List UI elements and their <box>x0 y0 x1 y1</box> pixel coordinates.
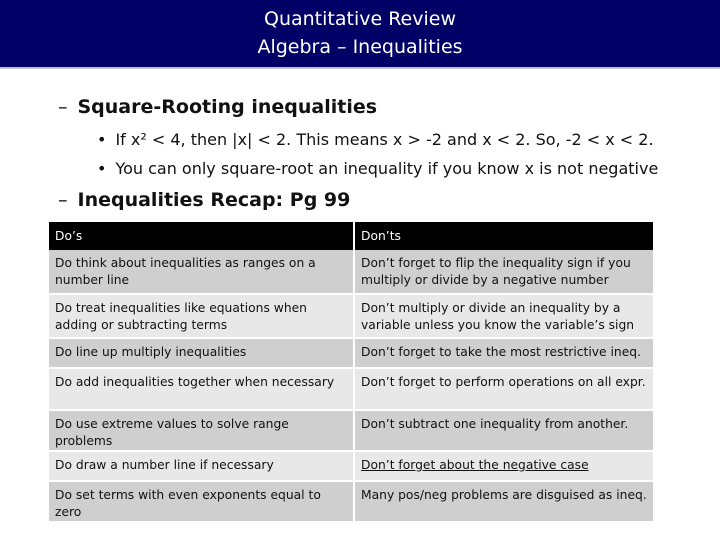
outline-dash: – <box>58 189 68 211</box>
table-header-row <box>49 222 653 250</box>
outline-heading-square-rooting <box>58 96 377 118</box>
bullet-text: You can only square-root an inequality if you know x is not negative <box>115 159 659 178</box>
table-cell-dont: Don’t forget about the negative case <box>354 451 653 481</box>
outline-heading-recap <box>58 189 350 211</box>
table-row <box>49 481 653 522</box>
outline-bullet-2 <box>97 159 658 178</box>
table-cell-do: Do line up multiply inequalities <box>49 338 354 368</box>
table-cell-do: Do use extreme values to solve range problems <box>49 410 354 451</box>
slide-title-line1: Quantitative Review <box>264 8 456 30</box>
table-cell-do: Do add inequalities together when necessary <box>49 368 354 410</box>
table-cell-do: Do think about inequalities as ranges on a number line <box>49 250 354 294</box>
outline-dash: – <box>58 96 68 118</box>
table-cell-do: Do treat inequalities like equations when adding or subtracting terms <box>49 294 354 338</box>
outline-heading-text: Square-Rooting inequalities <box>77 96 378 118</box>
table-row <box>49 250 653 294</box>
header-divider <box>0 67 720 69</box>
outline-bullet-1 <box>97 130 654 149</box>
table-row <box>49 338 653 368</box>
bullet-text: If x² < 4, then |x| < 2. This means x > -2 and x < 2. So, -2 < x < 2. <box>115 130 654 149</box>
column-header-donts: Don’ts <box>354 222 653 250</box>
table-cell-do: Do draw a number line if necessary <box>49 451 354 481</box>
table-row <box>49 294 653 338</box>
table-cell-dont: Don’t subtract one inequality from another. <box>354 410 653 451</box>
slide-header <box>0 0 720 67</box>
column-header-dos: Do’s <box>49 222 354 250</box>
table-cell-dont: Don’t forget to take the most restrictive ineq. <box>354 338 653 368</box>
table-cell-dont: Don’t forget to flip the inequality sign if you multiply or divide by a negative number <box>354 250 653 294</box>
table-cell-do: Do set terms with even exponents equal to zero <box>49 481 354 522</box>
slide-title-line2: Algebra – Inequalities <box>257 36 463 58</box>
table-cell-dont: Don’t multiply or divide an inequality by a variable unless you know the variable’s sign <box>354 294 653 338</box>
table-row <box>49 410 653 451</box>
dos-donts-table <box>49 222 653 523</box>
table-cell-dont: Many pos/neg problems are disguised as ineq. <box>354 481 653 522</box>
bullet-glyph: • <box>97 159 107 178</box>
table-row <box>49 451 653 481</box>
bullet-glyph: • <box>97 130 107 149</box>
table-cell-dont: Don’t forget to perform operations on all expr. <box>354 368 653 410</box>
table-row <box>49 368 653 410</box>
outline-heading-text: Inequalities Recap: Pg 99 <box>77 189 351 211</box>
